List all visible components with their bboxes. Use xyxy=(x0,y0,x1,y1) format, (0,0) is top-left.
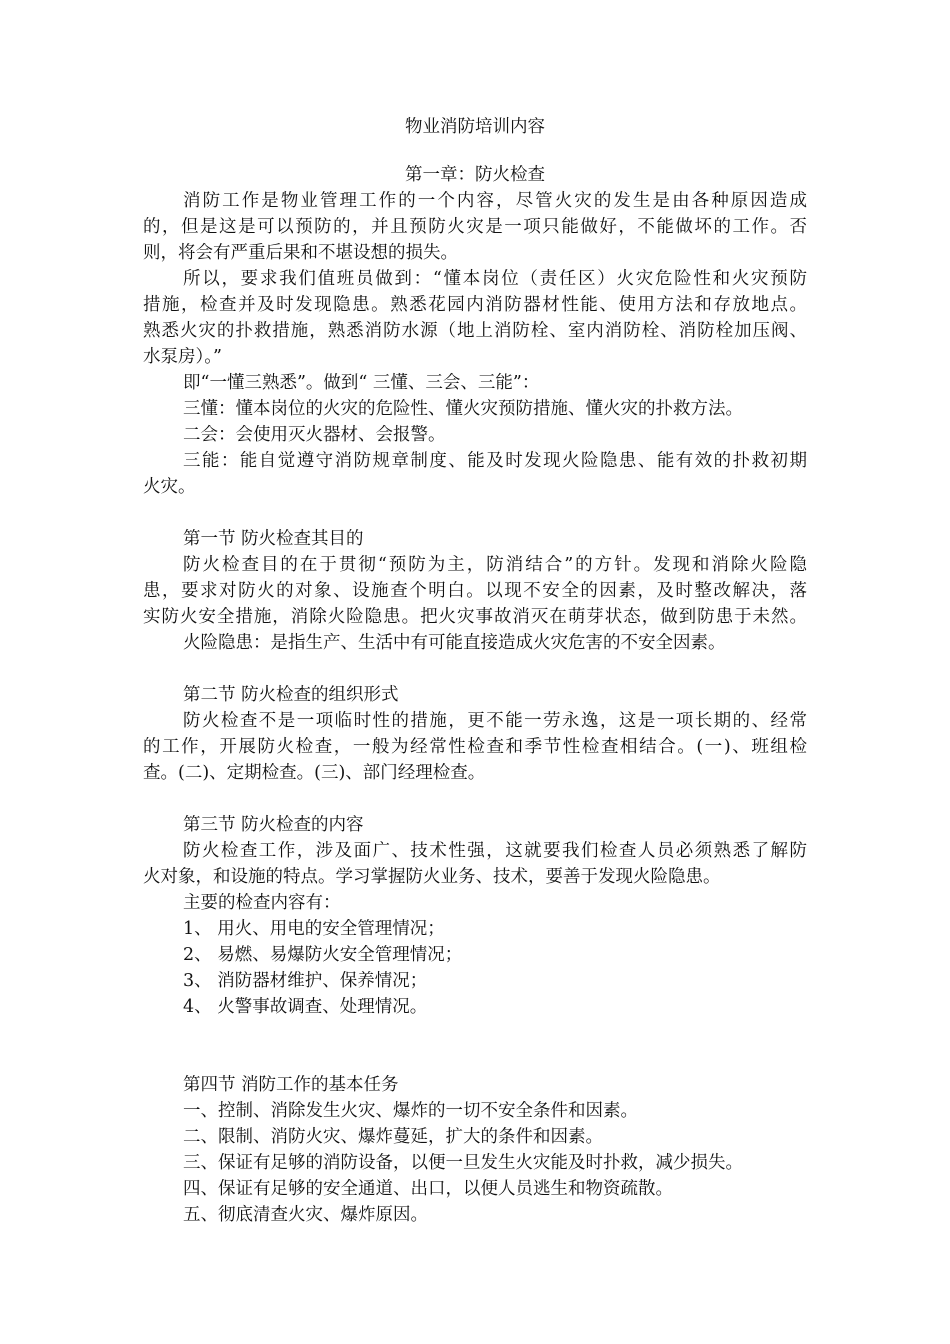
paragraph-line: 防火检查不是一项临时性的措施，更不能一劳永逸，这是一项长期的、经常 xyxy=(183,711,807,731)
paragraph-line: 消防工作是物业管理工作的一个内容，尽管火灾的发生是由各种原因造成 xyxy=(183,191,807,211)
paragraph-line: 的，但是这是可以预防的，并且预防火灾是一项只能做好，不能做坏的工作。否 xyxy=(143,217,807,237)
paragraph-line: 患，要求对防火的对象、设施查个明白。以现不安全的因素，及时整改解决，落 xyxy=(143,581,807,601)
list-item: 4、 火警事故调查、处理情况。 xyxy=(183,997,428,1017)
section-heading: 第一节 防火检查其目的 xyxy=(183,529,364,549)
paragraph-line: 火对象，和设施的特点。学习掌握防火业务、技术，要善于发现火险隐患。 xyxy=(143,867,721,887)
list-item: 五、彻底清查火灾、爆炸原因。 xyxy=(183,1205,428,1225)
paragraph-line: 查。(二)、定期检查。(三)、部门经理检查。 xyxy=(143,763,486,783)
paragraph-line: 防火检查工作，涉及面广、技术性强，这就要我们检查人员必须熟悉了解防 xyxy=(183,841,807,861)
paragraph-line: 实防火安全措施，消除火险隐患。把火灾事故消灭在萌芽状态，做到防患于未然。 xyxy=(143,607,807,627)
section-4 xyxy=(143,1072,807,1228)
list-item: 一、控制、消除发生火灾、爆炸的一切不安全条件和因素。 xyxy=(183,1101,638,1121)
section-heading: 第四节 消防工作的基本任务 xyxy=(183,1075,399,1095)
paragraph-line: 的工作，开展防火检查，一般为经常性检查和季节性检查相结合。(一)、班组检 xyxy=(143,737,807,757)
paragraph-line: 水泵房）。” xyxy=(143,347,222,367)
list-item: 3、 消防器材维护、保养情况； xyxy=(183,971,428,991)
paragraph-line: 措施，检查并及时发现隐患。熟悉花园内消防器材性能、使用方法和存放地点。 xyxy=(143,295,807,315)
san-dong-line: 三懂：懂本岗位的火灾的危险性、懂火灾预防措施、懂火灾的扑救方法。 xyxy=(183,399,743,419)
section-1 xyxy=(143,526,807,656)
paragraph-line: 所以，要求我们值班员做到：“懂本岗位（责任区）火灾危险性和火灾预防 xyxy=(183,269,807,289)
section-2 xyxy=(143,682,807,786)
paragraph-line: 防火检查目的在于贯彻“预防为主，防消结合”的方针。发现和消除火险隐 xyxy=(183,555,807,575)
paragraph-line: 熟悉火灾的扑救措施，熟悉消防水源（地上消防栓、室内消防栓、消防栓加压阀、 xyxy=(143,321,807,341)
requirement-paragraph xyxy=(143,266,807,370)
section-heading: 第三节 防火检查的内容 xyxy=(183,815,364,835)
san-neng-paragraph xyxy=(143,448,807,500)
paragraph-line: 火灾。 xyxy=(143,477,196,497)
intro-paragraph xyxy=(143,188,807,266)
summary-line: 即“一懂三熟悉”。做到“ 三懂、三会、三能”： xyxy=(183,373,540,393)
list-item: 四、保证有足够的安全通道、出口，以便人员逃生和物资疏散。 xyxy=(183,1179,673,1199)
list-item: 二、限制、消防火灾、爆炸蔓延，扩大的条件和因素。 xyxy=(183,1127,603,1147)
er-hui-line: 二会：会使用灭火器材、会报警。 xyxy=(183,425,446,445)
paragraph-line: 则，将会有严重后果和不堪设想的损失。 xyxy=(143,243,458,263)
list-item: 三、保证有足够的消防设备，以便一旦发生火灾能及时扑救，减少损失。 xyxy=(183,1153,743,1173)
chapter-title: 第一章：防火检查 xyxy=(405,165,545,185)
list-intro: 主要的检查内容有： xyxy=(183,893,341,913)
section-heading: 第二节 防火检查的组织形式 xyxy=(183,685,399,705)
definition-line: 火险隐患：是指生产、生活中有可能直接造成火灾危害的不安全因素。 xyxy=(183,633,726,653)
document-title: 物业消防培训内容 xyxy=(405,117,545,137)
document-body xyxy=(143,114,807,1228)
list-item: 1、 用火、用电的安全管理情况； xyxy=(183,919,445,939)
section-3 xyxy=(143,812,807,1020)
list-item: 2、 易燃、易爆防火安全管理情况； xyxy=(183,945,463,965)
paragraph-line: 三能：能自觉遵守消防规章制度、能及时发现火险隐患、能有效的扑救初期 xyxy=(183,451,807,471)
